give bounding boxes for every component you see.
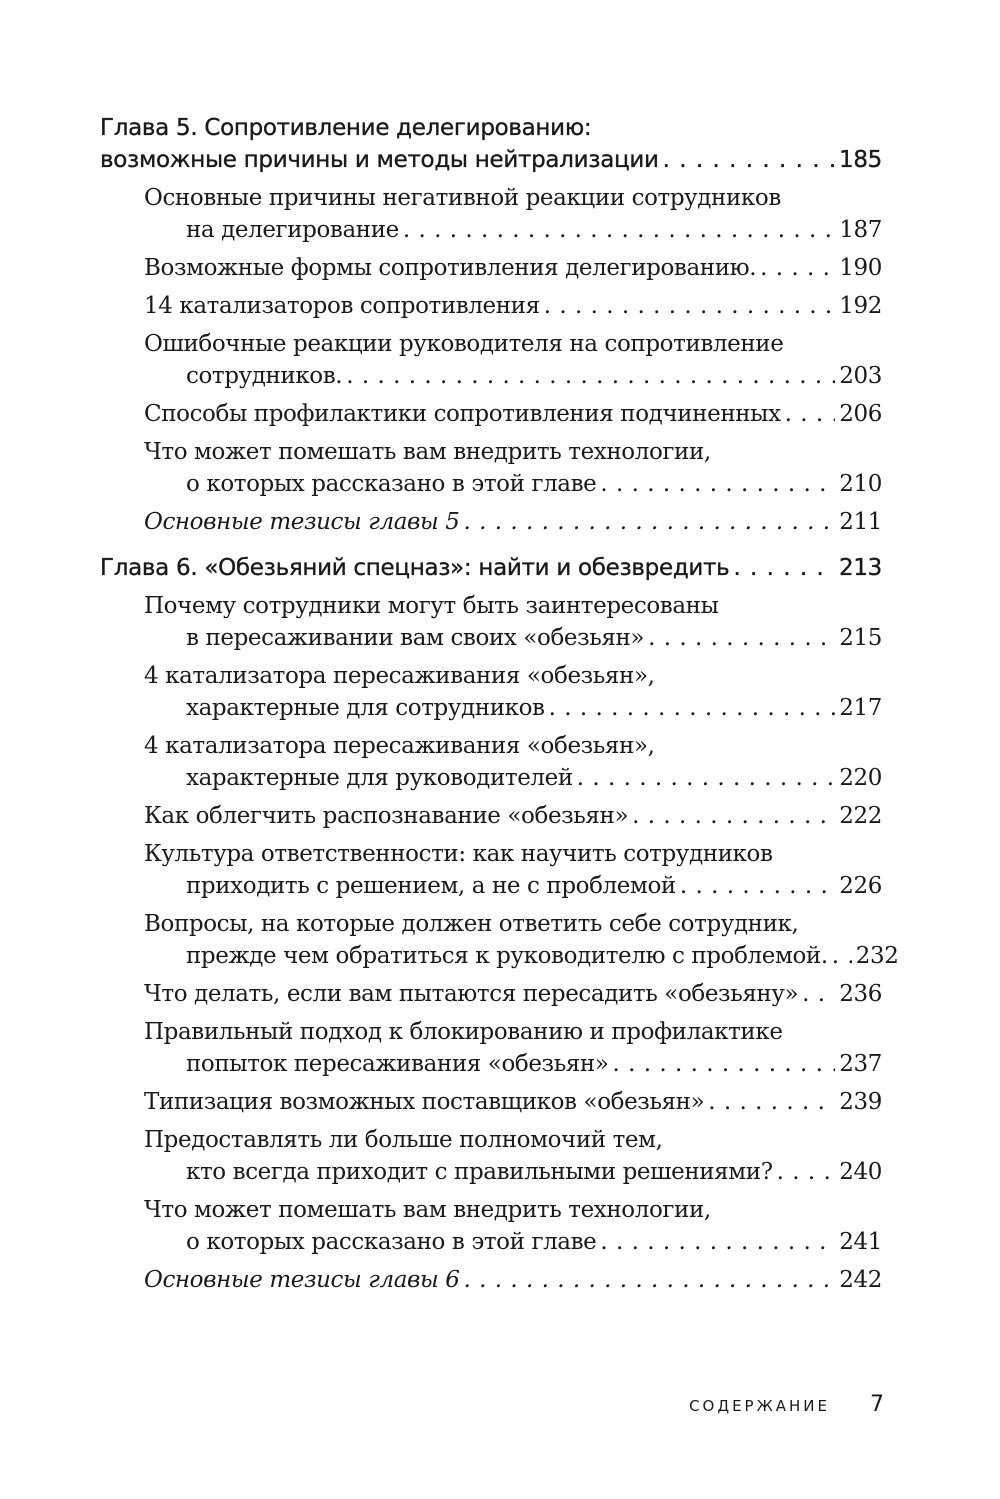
page-number: 190 [839, 255, 882, 281]
toc-entry[interactable] [144, 838, 882, 902]
toc-entry[interactable] [144, 590, 882, 654]
entry-text: Типизация возможных поставщиков «обезьян» [144, 1089, 705, 1115]
entry-text: Возможные формы сопротивления делегированию. [144, 255, 757, 281]
chapter-heading[interactable] [100, 552, 882, 584]
page-footer [689, 1392, 884, 1417]
page-number: 206 [839, 401, 882, 427]
entry-text: Ошибочные реакции руководителя на сопротивление [144, 331, 784, 357]
entry-text: Как облегчить распознавание «обезьян» [144, 803, 629, 829]
toc-entry[interactable] [144, 252, 882, 284]
entry-text: в пересаживании вам своих «обезьян» [186, 625, 645, 651]
chapter-title-line: Глава 5. Сопротивление делегированию: [100, 115, 592, 141]
toc-entry[interactable] [144, 328, 882, 392]
entry-text: Основные причины негативной реакции сотрудников [144, 185, 781, 211]
entry-text: прежде чем обратиться к руководителю с проблемой. [186, 943, 828, 969]
chapter-5 [100, 112, 882, 538]
chapter-6 [100, 552, 899, 1296]
leader-dots [802, 978, 835, 1010]
toc-entry[interactable] [144, 436, 882, 500]
leader-dots [648, 622, 835, 654]
page-number: 217 [839, 695, 882, 721]
entry-text: сотрудников. [186, 363, 343, 389]
page-number: 236 [839, 981, 882, 1007]
entry-text: о которых рассказано в этой главе [186, 1229, 597, 1255]
entry-text: 4 катализатора пересаживания «обезьян», [144, 663, 655, 689]
leader-dots [785, 398, 836, 430]
leader-dots [680, 870, 835, 902]
toc-entry[interactable] [144, 1016, 882, 1080]
entry-text: о которых рассказано в этой главе [186, 471, 597, 497]
entry-text: Что может помешать вам внедрить технологии, [144, 1197, 711, 1223]
entry-text: Способы профилактики сопротивления подчиненных [144, 401, 781, 427]
toc-entry[interactable] [144, 1086, 882, 1118]
toc-entry[interactable] [144, 730, 882, 794]
toc-entry[interactable] [144, 290, 882, 322]
page-number: 241 [839, 1229, 882, 1255]
toc-entry-summary[interactable] [144, 1264, 882, 1296]
toc-entry[interactable] [144, 800, 882, 832]
leader-dots [403, 214, 835, 246]
page-number: 242 [839, 1267, 882, 1293]
toc-entry[interactable] [144, 978, 882, 1010]
running-footer-section: СОДЕРЖАНИЕ [689, 1397, 830, 1415]
table-of-contents [100, 112, 899, 1310]
entry-text: Предоставлять ли больше полномочий тем, [144, 1127, 663, 1153]
leader-dots [832, 940, 852, 972]
page-number: 240 [839, 1159, 882, 1185]
entry-text: попыток пересаживания «обезьян» [186, 1051, 609, 1077]
toc-entry[interactable] [144, 1124, 882, 1188]
page-number: 222 [839, 803, 882, 829]
page-number: 213 [839, 555, 882, 581]
leader-dots [346, 360, 835, 392]
toc-entry[interactable] [144, 908, 899, 972]
leader-dots [577, 762, 836, 794]
entry-text: Что может помешать вам внедрить технологии, [144, 439, 711, 465]
entry-text: кто всегда приходит с правильными решениями? [186, 1159, 773, 1185]
leader-dots [463, 506, 835, 538]
leader-dots [663, 144, 835, 176]
page-number: 239 [839, 1089, 882, 1115]
entry-text: характерные для сотрудников [186, 695, 545, 721]
folio-page-number: 7 [870, 1392, 884, 1417]
page-number: 185 [839, 147, 882, 173]
leader-dots [632, 800, 835, 832]
page-number: 237 [839, 1051, 882, 1077]
entry-text: Основные тезисы главы 5 [144, 509, 460, 535]
entry-text: Вопросы, на которые должен ответить себе сотрудник, [144, 911, 799, 937]
entry-text: Основные тезисы главы 6 [144, 1267, 460, 1293]
toc-entry-summary[interactable] [144, 506, 882, 538]
leader-dots [777, 1156, 836, 1188]
entry-text: Что делать, если вам пытаются пересадить «обезьяну» [144, 981, 799, 1007]
chapter-title-line: возможные причины и методы нейтрализации [100, 147, 659, 173]
entry-text: Культура ответственности: как научить сотрудников [144, 841, 773, 867]
toc-entry[interactable] [144, 182, 882, 246]
page-number: 226 [839, 873, 882, 899]
leader-dots [463, 1264, 835, 1296]
leader-dots [600, 468, 835, 500]
leader-dots [760, 252, 835, 284]
toc-entry[interactable] [144, 660, 882, 724]
leader-dots [600, 1226, 835, 1258]
leader-dots [549, 692, 836, 724]
leader-dots [708, 1086, 835, 1118]
chapter-heading[interactable] [100, 112, 882, 176]
entry-text: Правильный подход к блокированию и профилактике [144, 1019, 783, 1045]
entry-text: характерные для руководителей [186, 765, 573, 791]
toc-entry[interactable] [144, 1194, 882, 1258]
page-number: 187 [839, 217, 882, 243]
page-number: 192 [839, 293, 882, 319]
leader-dots [613, 1048, 836, 1080]
entry-text: 4 катализатора пересаживания «обезьян», [144, 733, 655, 759]
leader-dots [733, 552, 835, 584]
page-number: 232 [855, 943, 899, 969]
page-number: 203 [839, 363, 882, 389]
entry-text: на делегирование [186, 217, 399, 243]
page-number: 220 [839, 765, 882, 791]
chapter-entries [144, 182, 882, 538]
toc-entry[interactable] [144, 398, 882, 430]
chapter-entries [144, 590, 899, 1296]
page-number: 215 [839, 625, 882, 651]
chapter-title-line: Глава 6. «Обезьяний спецназ»: найти и обезвредить [100, 555, 730, 581]
entry-text: приходить с решением, а не с проблемой [186, 873, 676, 899]
leader-dots [544, 290, 836, 322]
page-number: 211 [839, 509, 882, 535]
entry-text: 14 катализаторов сопротивления [144, 293, 540, 319]
page-number: 210 [839, 471, 882, 497]
entry-text: Почему сотрудники могут быть заинтересованы [144, 593, 719, 619]
